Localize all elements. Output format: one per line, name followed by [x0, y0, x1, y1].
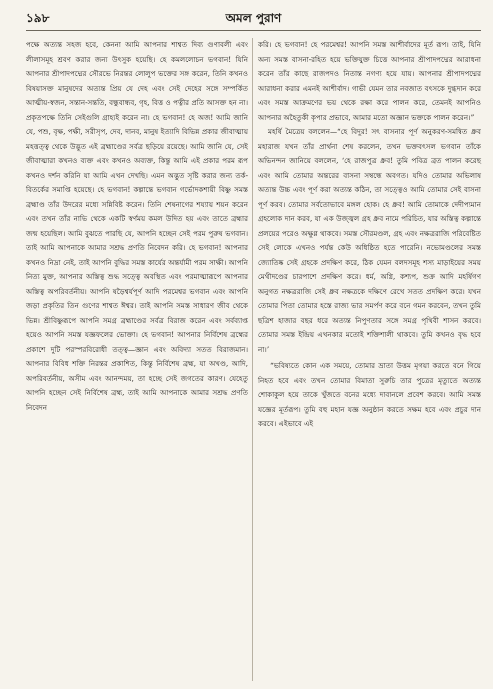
column-divider [252, 38, 253, 681]
paragraph: “ভবিষ্যতে কোন এক সময়ে, তোমার ভ্রাতা উত্তম মৃগয়া করতে বনে গিয়ে নিহত হবে এবং তখন তোমার বিমাতা সুরুচি তার পুত্রের মৃত্যুতে অত্যন্ত শোকাকুল হয়ে তাকে খুঁজতে বনের মধ্যে দাবানলে প্রবেশ করবে। আমি সমস্ত যজ্ঞের মূর্তরূপ। তুমি বহু মহান যজ্ঞ অনুষ্ঠান করতে সক্ষম হবে এবং প্রচুর দান করবে। এইভাবে এই [258, 361, 481, 428]
running-title: অমল পুরাণ [225, 11, 282, 25]
right-column [258, 38, 481, 681]
page-header [26, 8, 481, 31]
left-column [26, 38, 248, 681]
paragraph: পক্ষে অত্যন্ত সহজ হবে, কেননা আমি আপনার শাশ্বত দিব্য গুণাবলী এবং লীলাসমূহ শ্রবণ করার জন্য উৎসুক হয়েছি। হে কমললোচন ভগবান! যিনি আপনার শ্রীপাদপদ্মের সৌরভে নিরন্তর লোলুপ ভক্তের সঙ্গ করেন, তিনি কখনও বিষয়াসক্ত মানুষদের অত্যন্ত প্রিয় যে দেহ এবং সেই দেহের সঙ্গে সম্পর্কিত আত্মীয়-স্বজন, সন্তান-সন্ততি, বন্ধুবান্ধব, গৃহ, বিত্ত ও পত্নীর প্রতি আসক্ত হন না। প্রকৃতপক্ষে তিনি সেইগুলি গ্রাহ্যই করেন না। হে ভগবান! হে অজ! আমি জানি যে, পশু, বৃক্ষ, পক্ষী, সরীসৃপ, দেব, দানব, মানুষ ইত্যাদি বিভিন্ন প্রকার জীবাত্মায় মহত্তত্ত্ব থেকে উদ্ভূত এই ব্রহ্মাণ্ডের সর্বত্র ছড়িয়ে রয়েছে। আমি জানি যে, সেই জীবাত্মারা কখনও ব্যক্ত এবং কখনও অব্যক্ত, কিন্তু আমি এই প্রকার পরম রূপ কখনও দর্শন করিনি যা আমি এখন দেখছি। এমন অদ্ভুত সৃষ্টি করার জন্য তর্ক-বিতর্কের সমাপ্তি হয়েছে। হে ভগবান! কল্পান্তে ভগবান গর্ভোদকশায়ী বিষ্ণু সমস্ত ব্রহ্মাণ্ড তাঁর উদরের মধ্যে সন্নিবিষ্ট করেন। তিনি শেষনাগের শয্যায় শয়ন করেন এবং তখন তাঁর নাভি থেকে একটি স্বর্ণময় কমল উদিত হয় এবং তাতে ব্রহ্মার জন্ম হয়েছিল। আমি বুঝতে পারছি যে, আপনি হচ্ছেন সেই পরম পুরুষ ভগবান। তাই আমি আপনাকে আমার সশ্রদ্ধ প্রণতি নিবেদন করি। হে ভগবান! আপনার কখনও নিদ্রা নেই, তাই আপনি বুদ্ধির সমস্ত কার্যের অন্তর্যামী পরম সাক্ষী। আপনি নিত্য মুক্ত, আপনার অস্তিত্ব শুদ্ধ সত্ত্বে অবস্থিত এবং পরমাত্মারূপে আপনার অস্তিত্ব অপরিবর্তনীয়। আপনি ষড়ৈশ্বর্যপূর্ণ আদি পরমেশ্বর ভগবান এবং আপনি জড়া প্রকৃতির তিন গুণের শাশ্বত ঈশ্বর। তাই আপনি সমস্ত সাধারণ জীব থেকে ভিন্ন। শ্রীবিষ্ণুরূপে আপনি সমগ্র ব্রহ্মাণ্ডের সর্বত্র বিরাজ করেন এবং সর্বব্যাপ্ত হয়েও আপনি সমস্ত যজ্ঞফলের ভোক্তা। হে ভগবান! আপনার নির্বিশেষ ব্রহ্মের প্রকাশে দুটি পরস্পরবিরোধী তত্ত্ব—জ্ঞান এবং অবিদ্যা সতত বিরাজমান। আপনার বিবিধ শক্তি নিরন্তর প্রকাশিত, কিন্তু নির্বিশেষ ব্রহ্ম, যা অখণ্ড, আদি, অপরিবর্তনীয়, অসীম এবং আনন্দময়, তা হচ্ছে সেই জগতের কারণ। যেহেতু আপনি হচ্ছেন সেই নির্বিশেষ ব্রহ্ম, তাই আমি আপনাকে আমার সশ্রদ্ধ প্রণতি নিবেদন [26, 40, 248, 412]
text-columns [26, 38, 481, 681]
paragraph: মহর্ষি মৈত্রেয় বললেন—“হে বিদুর! সৎ বাসনার পূর্ণ অনুকরণ-সমন্বিত ধ্রুব মহারাজ যখন তাঁর প্রার্থনা শেষ করলেন, তখন ভক্তবৎসল ভগবান তাঁকে অভিনন্দন জানিয়ে বললেন, ‘হে রাজপুত্র ধ্রুব! তুমি পবিত্র ব্রত পালন করেছ এবং আমি তোমার অন্তরের বাসনা সম্বন্ধে অবগত। যদিও তোমার অভিলাষ অত্যন্ত উচ্চ এবং পূর্ণ করা অত্যন্ত কঠিন, তা সত্ত্বেও আমি তোমার সেই বাসনা পূর্ণ করব। তোমার সর্বতোভাবে মঙ্গল হোক। হে ধ্রুব! আমি তোমাকে দেদীপ্যমান গ্রহলোক দান করব, যা এক উজ্জ্বল গ্রহ ধ্রুব নামে পরিচিত, যার অস্তিত্ব কল্পান্তে প্রলয়ের পরেও অক্ষুণ্ণ থাকবে। সমস্ত সৌরমণ্ডল, গ্রহ এবং নক্ষত্ররাজি পরিবেষ্টিত সেই লোকে এখনও পর্যন্ত কেউ অধিষ্ঠিত হতে পারেনি। নভোমণ্ডলের সমস্ত জ্যোতিষ্ক সেই গ্রহকে প্রদক্ষিণ করে, ঠিক যেমন বলদসমূহ শস্য মাড়াইয়ের সময় মেথীদণ্ডের চারপাশে প্রদক্ষিণ করে। ধর্ম, অগ্নি, কশ্যপ, শুক্র আদি মহর্ষিগণ অনুগত নক্ষত্ররাজি সেই ধ্রুব নক্ষত্রকে দক্ষিণে রেখে সতত প্রদক্ষিণ করে। যখন তোমার পিতা তোমার হস্তে রাজ্য ভার সমর্পণ করে বনে গমন করবেন, তখন তুমি ছত্রিশ হাজার বছর ধরে অত্যন্ত নিপুণতার সঙ্গে সমগ্র পৃথিবী শাসন করবে। তোমার সমস্ত ইন্দ্রিয় এখনকার মতোই শক্তিশালী থাকবে। তুমি কখনও বৃদ্ধ হবে না।’ [258, 127, 481, 354]
paragraph: করি। হে ভগবান! হে পরমেশ্বর! আপনি সমস্ত আশীর্বাদের মূর্ত রূপ। তাই, যিনি অন্য সমস্ত বাসনা-রহিত হয়ে ভক্তিযুক্ত চিত্তে আপনার শ্রীপাদপদ্মের আরাধনা করেন তাঁর কাছে রাজপদও নিতান্ত নগণ্য হয়ে যায়। আপনার শ্রীপাদপদ্মের আরাধনা করার এমনই আশীর্বাদ। গাভী যেমন তার নবজাত বৎসকে দুগ্ধদান করে এবং সমস্ত আক্রমণের ভয় থেকে রক্ষা করে পালন করে, তেমনই আপনিও আপনার অহৈতুকী কৃপার প্রভাবে, আমার মতো অজ্ঞান ভক্তকে পালন করেন।” [258, 40, 481, 122]
page-number: ১৯৮ [26, 11, 50, 25]
